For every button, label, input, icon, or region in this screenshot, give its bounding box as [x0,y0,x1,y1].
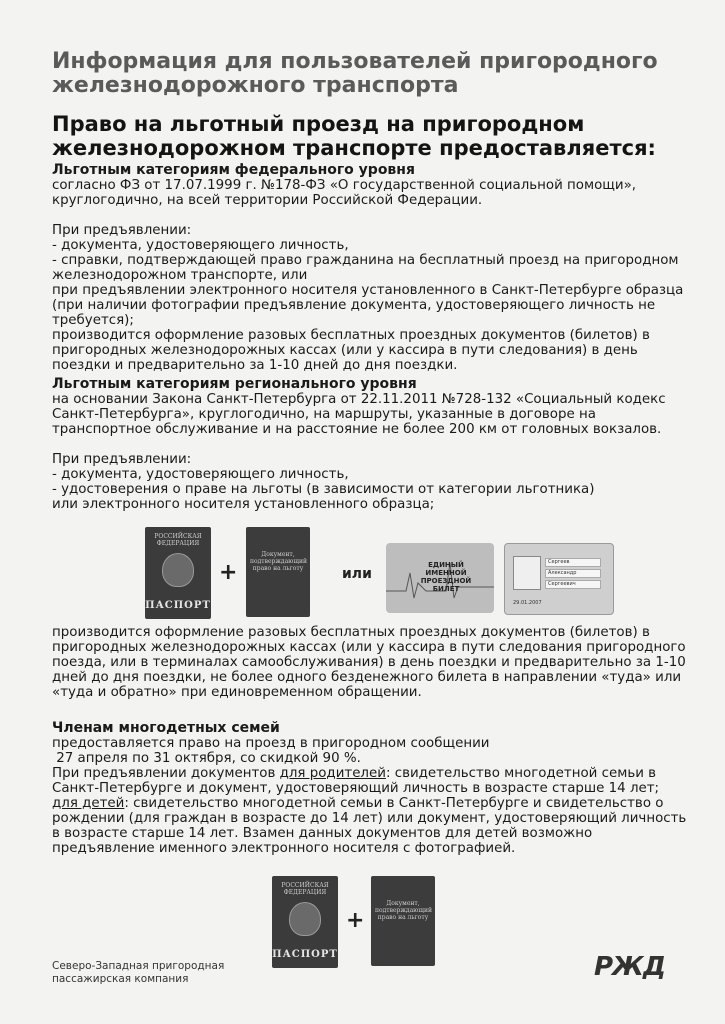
parents-paragraph [52,766,692,796]
passport-word-2: ПАСПОРТ [272,949,338,960]
personal-card-image [504,543,614,615]
regional-result-block [52,625,692,700]
passport-word: ПАСПОРТ [145,600,211,611]
children-paragraph [52,796,692,856]
coat-of-arms-icon [289,902,321,936]
coat-of-arms-icon [162,553,194,587]
card-date: 29.01.2007 [513,600,542,606]
large-families-section [52,721,692,856]
children-label: для детей [52,796,125,811]
benefit-document-image-2 [371,876,435,966]
federal-item-3: при предъявлении электронного носителя установленного в Санкт-Петербурге образца (при наличии фотографии предъявление документа, удостоверяющего личность не требуется); [52,283,684,328]
regional-item-1: - документа, удостоверяющего личность, [52,467,349,482]
federal-item-1: - документа, удостоверяющего личность, [52,238,349,253]
card-field-2: Александр [545,569,601,578]
regional-section [52,377,692,512]
children-text: : свидетельство многодетной семьи в Санкт-Петербурге и свидетельство о рождении (для граждан в возрасте до 14 лет) или документ, удостоверяющий личность в возрасте старше 14 лет. Взамен данных документов для детей возможно предъявление именного электронного носителя с фотографией. [52,796,687,856]
passport-country-2: РОССИЙСКАЯ ФЕДЕРАЦИЯ [281,882,329,896]
federal-item-2: - справки, подтверждающей право гражданина на бесплатный проезд на пригородном железнодорожном транспорте, или [52,253,679,283]
federal-basis: согласно ФЗ от 17.07.1999 г. №178-ФЗ «О государственной социальной помощи», круглогодично, на всей территории Российской Федерации. [52,178,637,208]
page-subtitle: Право на льготный проезд на пригородном железнодорожном транспорте предоставляется: [52,112,656,160]
federal-heading: Льготным категориям федерального уровня [52,162,415,178]
photo-placeholder-icon [513,556,541,590]
plus-sign: + [219,560,238,585]
regional-basis: на основании Закона Санкт-Петербурга от 22.11.2011 №728-132 «Социальный кодекс Санкт-Петербурга», круглогодично, на маршруты, указанные в договоре на транспортное обслуживание и на расстояние не более 200 км от головных вокзалов. [52,392,666,437]
passport-image [145,527,211,619]
regional-result: производится оформление разовых бесплатных проездных документов (билетов) в пригородных железнодорожных кассах (или у кассира в пути следования пригородного поезда, или в терминалах самообслуживания) в день поездки и предварительно за 1-10 дней до дня поездки, не более одного безденежного билета в направлении «туда» или «туда и обратно» при единовременном обращении. [52,625,686,700]
large-families-line-1: предоставляется право на проезд в пригородном сообщении [52,736,490,751]
benefit-document-text-2: Документ, подтверждающий право на льготу [375,900,432,921]
company-name: Северо-Западная пригородная пассажирская компания [52,960,225,985]
card-field-1: Сергеев [545,558,601,567]
card-field-3: Сергеевич [545,580,601,589]
parents-label: для родителей [279,766,386,781]
benefit-document-text: Документ, подтверждающий право на льготу [250,551,307,572]
federal-intro: При предъявлении: [52,223,192,238]
rzd-logo-icon: РЖД [594,952,666,982]
regional-item-2: - удостоверения о праве на льготы (в зависимости от категории льготника) [52,482,595,497]
parents-text: : свидетельство многодетной семьи в Санкт-Петербурге и документ, удостоверяющий личность в возрасте старше 14 лет; [52,766,660,796]
parents-prefix: При предъявлении документов [52,766,280,781]
federal-section [52,163,692,373]
regional-intro: При предъявлении: [52,452,192,467]
benefit-document-image [246,527,310,617]
large-families-heading: Членам многодетных семей [52,720,280,736]
regional-heading: Льготным категориям регионального уровня [52,376,417,392]
large-families-line-2: 27 апреля по 31 октября, со скидкой 90 %. [52,751,361,766]
passport-image-2 [272,876,338,968]
regional-item-3: или электронного носителя установленного образца; [52,497,435,512]
passport-country: РОССИЙСКАЯ ФЕДЕРАЦИЯ [154,533,202,547]
federal-result: производится оформление разовых бесплатных проездных документов (билетов) в пригородных железнодорожных кассах (или у кассира в пути следования) в день поездки и предварительно за 1-10 дней до дня поездки. [52,328,650,373]
page-title: Информация для пользователей пригородного железнодорожного транспорта [52,49,658,98]
plus-sign-2: + [346,908,365,933]
or-label: или [342,566,372,582]
single-ticket-label: ЕДИНЫЙ ИМЕННОЙ ПРОЕЗДНОЙ БИЛЕТ [420,561,472,593]
single-ticket-card-image [386,543,494,613]
